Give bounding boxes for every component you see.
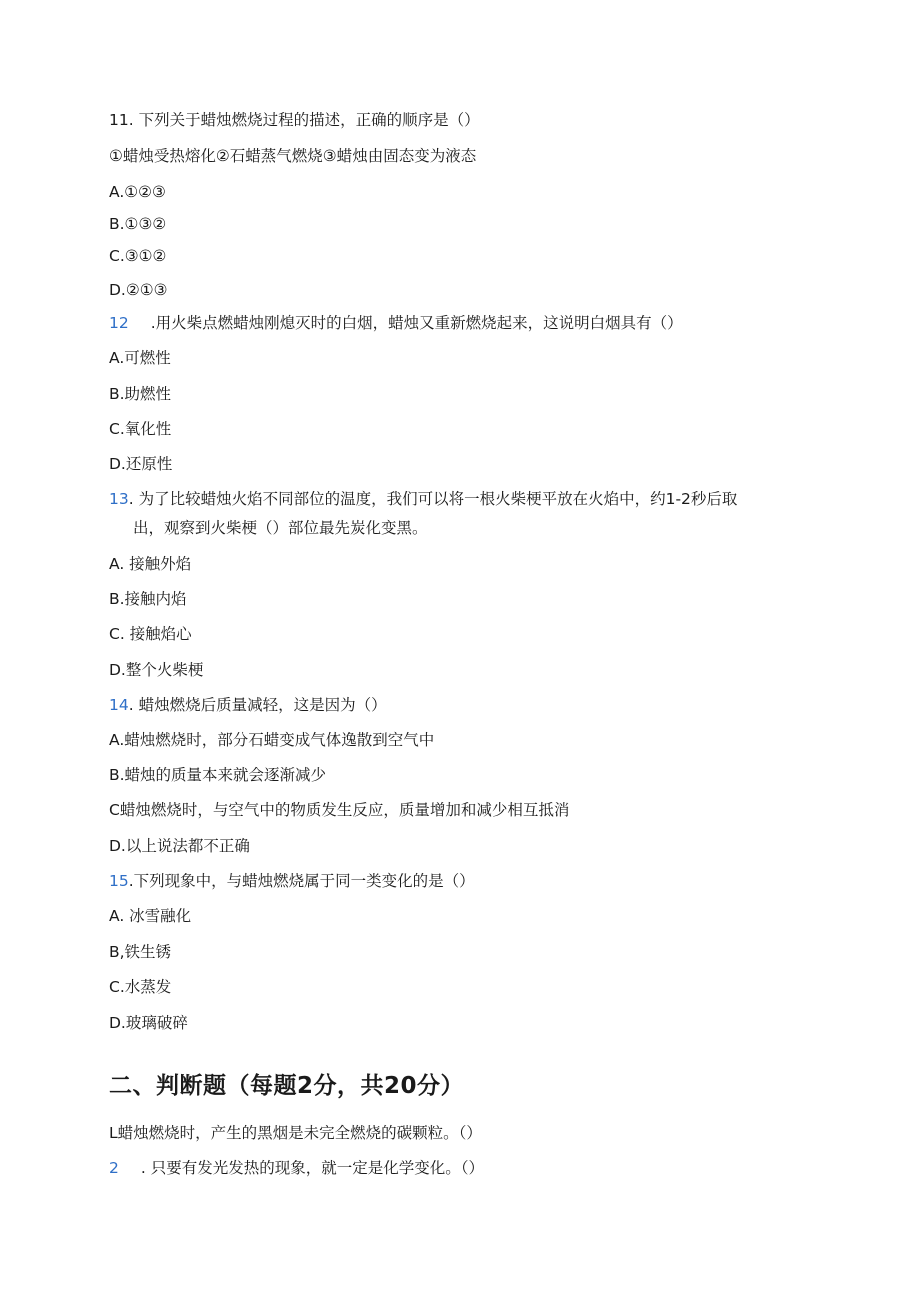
option-c: C.③①② xyxy=(109,247,167,265)
question-number: 11 xyxy=(109,111,129,129)
question-12-stem xyxy=(109,313,683,333)
option-d: D.玻璃破碎 xyxy=(109,1014,188,1032)
option-a: A.①②③ xyxy=(109,183,166,201)
option-a: A. 接触外焰 xyxy=(109,555,192,573)
question-13-stem-continued: 出，观察到火柴梗（）部位最先炭化变黑。 xyxy=(133,519,428,537)
judgment-item-2 xyxy=(109,1158,484,1178)
question-number: 14 xyxy=(109,696,129,714)
option-b: B.助燃性 xyxy=(109,385,172,403)
option-a: A.蜡烛燃烧时，部分石蜡变成气体逸散到空气中 xyxy=(109,731,435,749)
question-number: 13 xyxy=(109,490,129,508)
question-11-statements: ①蜡烛受热熔化②石蜡蒸气燃烧③蜡烛由固态变为液态 xyxy=(109,147,477,165)
question-text: .下列现象中，与蜡烛燃烧属于同一类变化的是（） xyxy=(128,872,475,890)
question-15-stem xyxy=(109,871,475,891)
question-number: 2 xyxy=(109,1159,119,1177)
section-title: 二、判断题（每题2分，共20分） xyxy=(109,1073,465,1099)
question-text: . 蜡烛燃烧后质量减轻，这是因为（） xyxy=(128,696,387,714)
option-d: D.以上说法都不正确 xyxy=(109,837,250,855)
option-b: B.①③② xyxy=(109,215,167,233)
question-14-stem xyxy=(109,695,387,715)
option-a: A. 冰雪融化 xyxy=(109,907,192,925)
question-11-stem xyxy=(109,110,480,130)
option-b: B,铁生锈 xyxy=(109,943,172,961)
judgment-item-1: L蜡烛燃烧时，产生的黑烟是未完全燃烧的碳颗粒。（） xyxy=(109,1124,482,1142)
question-13-stem xyxy=(109,489,737,509)
question-number: 15 xyxy=(109,872,129,890)
option-b: B.接触内焰 xyxy=(109,590,187,608)
option-c: C.氧化性 xyxy=(109,420,172,438)
question-number: 12 xyxy=(109,314,129,332)
option-a: A.可燃性 xyxy=(109,349,171,367)
option-c: C蜡烛燃烧时，与空气中的物质发生反应，质量增加和减少相互抵消 xyxy=(109,801,570,819)
question-text: . 只要有发光发热的现象，就一定是化学变化。（） xyxy=(140,1159,484,1177)
option-c: C.水蒸发 xyxy=(109,978,172,996)
option-d: D.②①③ xyxy=(109,281,168,299)
option-c: C. 接触焰心 xyxy=(109,625,192,643)
option-d: D.整个火柴梗 xyxy=(109,661,204,679)
question-text: . 下列关于蜡烛燃烧过程的描述，正确的顺序是（） xyxy=(128,111,480,129)
question-text: .用火柴点燃蜡烛刚熄灭时的白烟，蜡烛又重新燃烧起来，这说明白烟具有（） xyxy=(150,314,683,332)
option-b: B.蜡烛的质量本来就会逐渐减少 xyxy=(109,766,327,784)
question-text: . 为了比较蜡烛火焰不同部位的温度，我们可以将一根火柴梗平放在火焰中，约1-2秒后取 xyxy=(128,490,738,508)
option-d: D.还原性 xyxy=(109,455,173,473)
